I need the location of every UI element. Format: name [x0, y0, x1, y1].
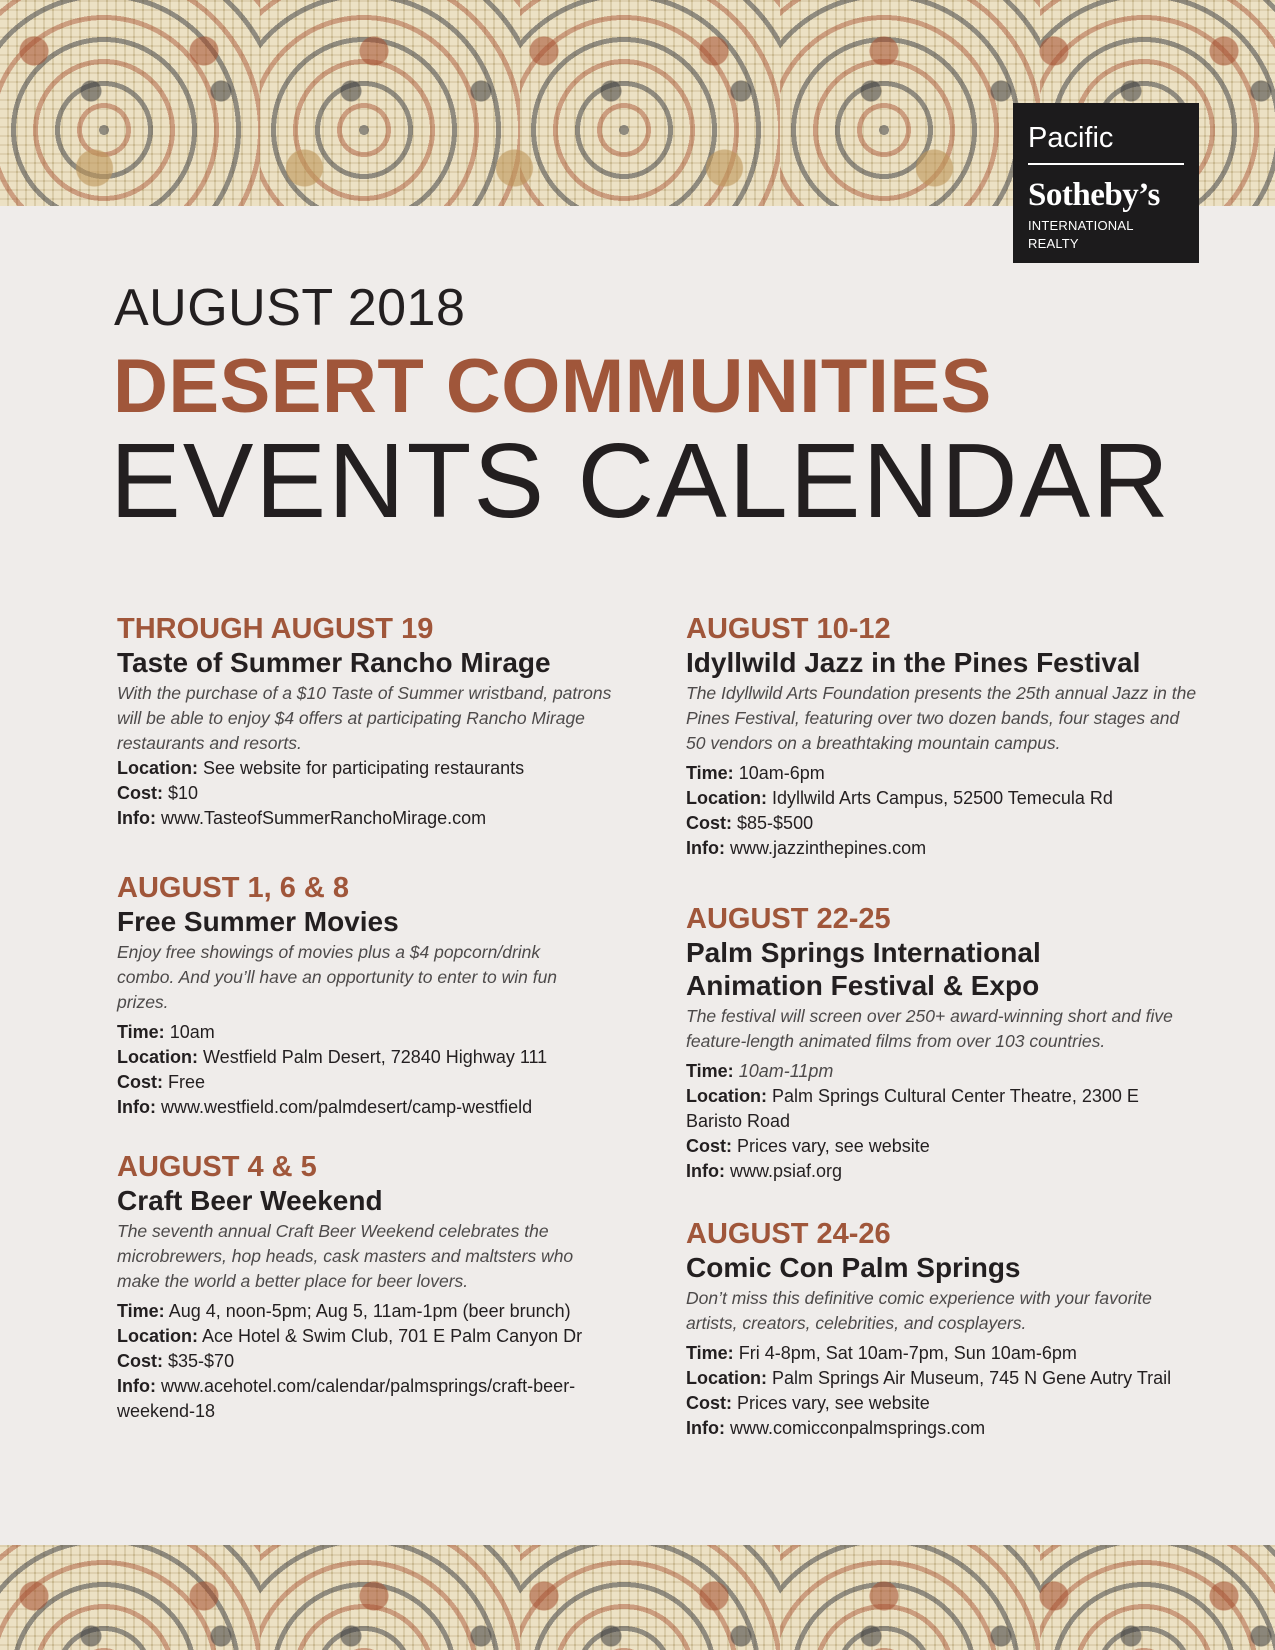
event-info[interactable]: Info: www.psiaf.org [686, 1161, 843, 1181]
event-info[interactable]: Info: www.comicconpalmsprings.com [686, 1418, 986, 1438]
event-cost: Cost: Prices vary, see website [686, 1393, 930, 1413]
event-date: THROUGH AUGUST 19 [117, 613, 434, 645]
event-info[interactable]: Info: www.TasteofSummerRanchoMirage.com [117, 808, 487, 828]
event-free-summer-movies [117, 871, 647, 1120]
event-description: Enjoy free showings of movies plus a $4 popcorn/drink combo. And you’ll have an opportunity to enter to win fun prizes. [117, 942, 558, 1012]
event-animation-festival [686, 902, 1206, 1184]
page-title: EVENTS CALENDAR [110, 422, 1171, 540]
event-info[interactable]: Info: www.westfield.com/palmdesert/camp-westfield [117, 1097, 533, 1117]
event-location: Location: Ace Hotel & Swim Club, 701 E Palm Canyon Dr [117, 1326, 583, 1346]
event-cost: Cost: $35-$70 [117, 1351, 235, 1371]
event-taste-of-summer [117, 612, 647, 831]
event-title: Palm Springs International Animation Festival & Expo [686, 937, 1041, 1001]
event-cost: Cost: $85-$500 [686, 813, 814, 833]
event-date: AUGUST 4 & 5 [117, 1151, 317, 1183]
event-craft-beer-weekend [117, 1150, 647, 1424]
event-title: Taste of Summer Rancho Mirage [117, 647, 551, 678]
event-location: Location: See website for participating restaurants [117, 758, 525, 778]
month-heading: AUGUST 2018 [114, 279, 466, 337]
event-description: The Idyllwild Arts Foundation presents the 25th annual Jazz in the Pines Festival, featuring over two dozen bands, four stages and 50 vendors on a breathtaking mountain campus. [686, 683, 1197, 753]
sothebys-logo [1013, 103, 1199, 263]
logo-sothebys: Sotheby’s [1028, 177, 1160, 213]
event-location: Location: Palm Springs Air Museum, 745 N Gene Autry Trail [686, 1368, 1172, 1388]
event-location: Location: Westfield Palm Desert, 72840 Highway 111 [117, 1047, 548, 1067]
event-description: The seventh annual Craft Beer Weekend celebrates the microbrewers, hop heads, cask masters and maltsters who make the world a better place for beer lovers. [117, 1221, 574, 1291]
event-title: Comic Con Palm Springs [686, 1252, 1021, 1283]
event-time: Time: 10am [117, 1022, 215, 1042]
event-date: AUGUST 1, 6 & 8 [117, 872, 350, 904]
event-location: Location: Palm Springs Cultural Center Theatre, 2300 E Baristo Road [686, 1086, 1139, 1131]
event-title: Craft Beer Weekend [117, 1185, 383, 1216]
event-info[interactable]: Info: www.jazzinthepines.com [686, 838, 927, 858]
event-date: AUGUST 24-26 [686, 1218, 891, 1250]
event-description: Don’t miss this definitive comic experience with your favorite artists, creators, celebrities, and cosplayers. [686, 1288, 1152, 1333]
event-location: Location: Idyllwild Arts Campus, 52500 Temecula Rd [686, 788, 1113, 808]
event-date: AUGUST 22-25 [686, 903, 891, 935]
event-title: Free Summer Movies [117, 906, 399, 937]
event-description: With the purchase of a $10 Taste of Summer wristband, patrons will be able to enjoy $4 offers at participating Rancho Mirage restaurants and resorts. [117, 683, 612, 753]
event-time: Time: Aug 4, noon-5pm; Aug 5, 11am-1pm (beer brunch) [117, 1301, 571, 1321]
event-title: Idyllwild Jazz in the Pines Festival [686, 647, 1141, 678]
event-cost: Cost: Prices vary, see website [686, 1136, 930, 1156]
event-date: AUGUST 10-12 [686, 613, 891, 645]
event-time: Time: 10am-6pm [686, 763, 825, 783]
event-idyllwild-jazz [686, 612, 1206, 861]
event-cost: Cost: $10 [117, 783, 199, 803]
mosaic-footer-image [0, 1545, 1275, 1650]
event-description: The festival will screen over 250+ award-winning short and five feature-length animated films from over 103 countries. [686, 1006, 1173, 1051]
event-info[interactable]: Info: www.acehotel.com/calendar/palmsprings/craft-beer-weekend-18 [117, 1376, 576, 1421]
event-cost: Cost: Free [117, 1072, 206, 1092]
page-headline: DESERT COMMUNITIES [113, 344, 992, 429]
logo-international-realty: INTERNATIONAL REALTY [1028, 218, 1134, 251]
event-time: Time: Fri 4-8pm, Sat 10am-7pm, Sun 10am-6pm [686, 1343, 1077, 1363]
logo-divider [1028, 163, 1184, 165]
event-comic-con [686, 1217, 1206, 1441]
logo-pacific: Pacific [1028, 122, 1114, 154]
event-time: Time: 10am-11pm [686, 1061, 834, 1081]
